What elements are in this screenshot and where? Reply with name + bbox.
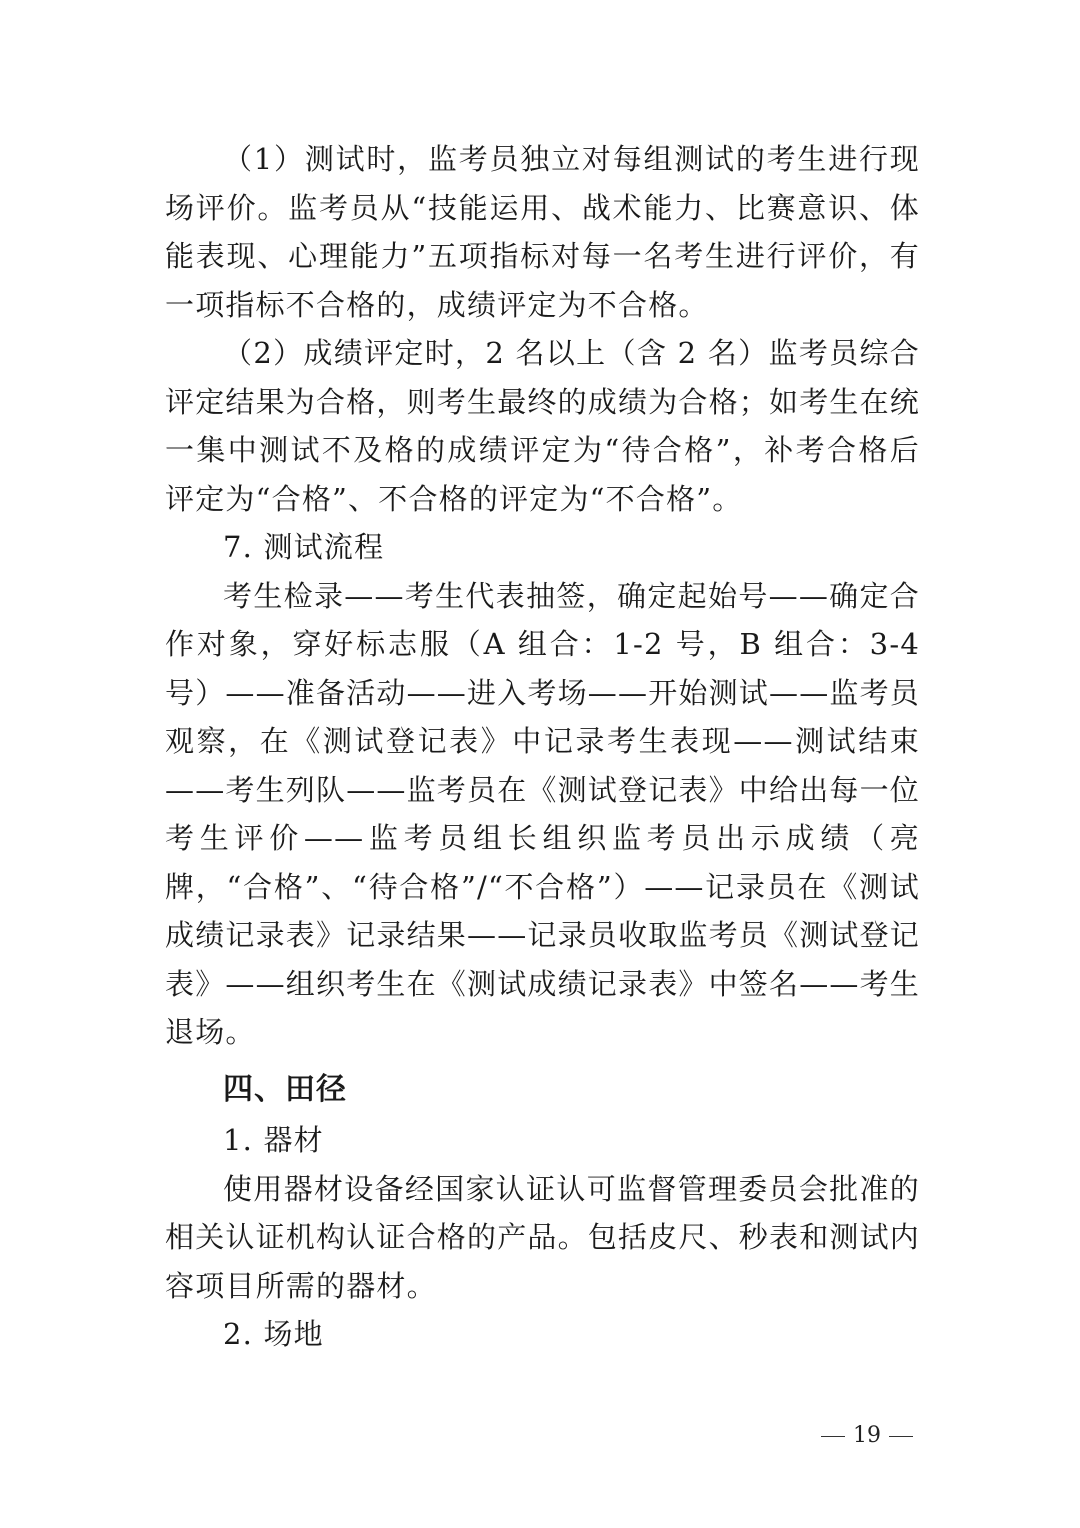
section-heading-athletics: 四、田径 xyxy=(223,1072,347,1107)
equipment-title: 1. 器材 xyxy=(223,1123,324,1157)
right-dash xyxy=(889,1436,913,1437)
paragraph-item-2: （2）成绩评定时，2 名以上（含 2 名）监考员综合评定结果为合格，则考生最终的成绩为合格；如考生在统一集中测试不及格的成绩评定为“待合格”，补考合格后评定为“合格”、不合格的评定为“不合格”。 xyxy=(165,336,921,516)
athletics-section xyxy=(165,1116,920,1359)
venue-title: 2. 场地 xyxy=(223,1317,324,1351)
equipment-text: 使用器材设备经国家认证认可监督管理委员会批准的相关认证机构认证合格的产品。包括皮尺、秒表和测试内容项目所需的器材。 xyxy=(165,1171,921,1303)
paragraph-item-1: （1）测试时，监考员独立对每组测试的考生进行现场评价。监考员从“技能运用、战术能力、比赛意识、体能表现、心理能力”五项指标对每一名考生进行评价，有一项指标不合格的，成绩评定为不合格。 xyxy=(165,142,920,322)
page-number: 19 xyxy=(853,1423,881,1448)
assessment-rules xyxy=(165,135,920,1057)
flow-title: 7. 测试流程 xyxy=(223,530,385,564)
left-dash xyxy=(821,1436,845,1437)
flow-text: 考生检录——考生代表抽签，确定起始号——确定合作对象，穿好标志服（A 组合：1-2 号，B 组合：3-4 号）——准备活动——进入考场——开始测试——监考员观察，在《测试登记表》中记录考生表现——测试结束——考生列队——监考员在《测试登记表》中给出每一位考生评价——监考员组长组织监考员出示成绩（亮牌，“合格”、“待合格”/“不合格”）——记录员在《测试成绩记录表》记录结果——记录员收取监考员《测试登记表》——组织考生在《测试成绩记录表》中签名——考生退场。 xyxy=(165,578,921,1049)
page-footer xyxy=(812,1422,922,1450)
